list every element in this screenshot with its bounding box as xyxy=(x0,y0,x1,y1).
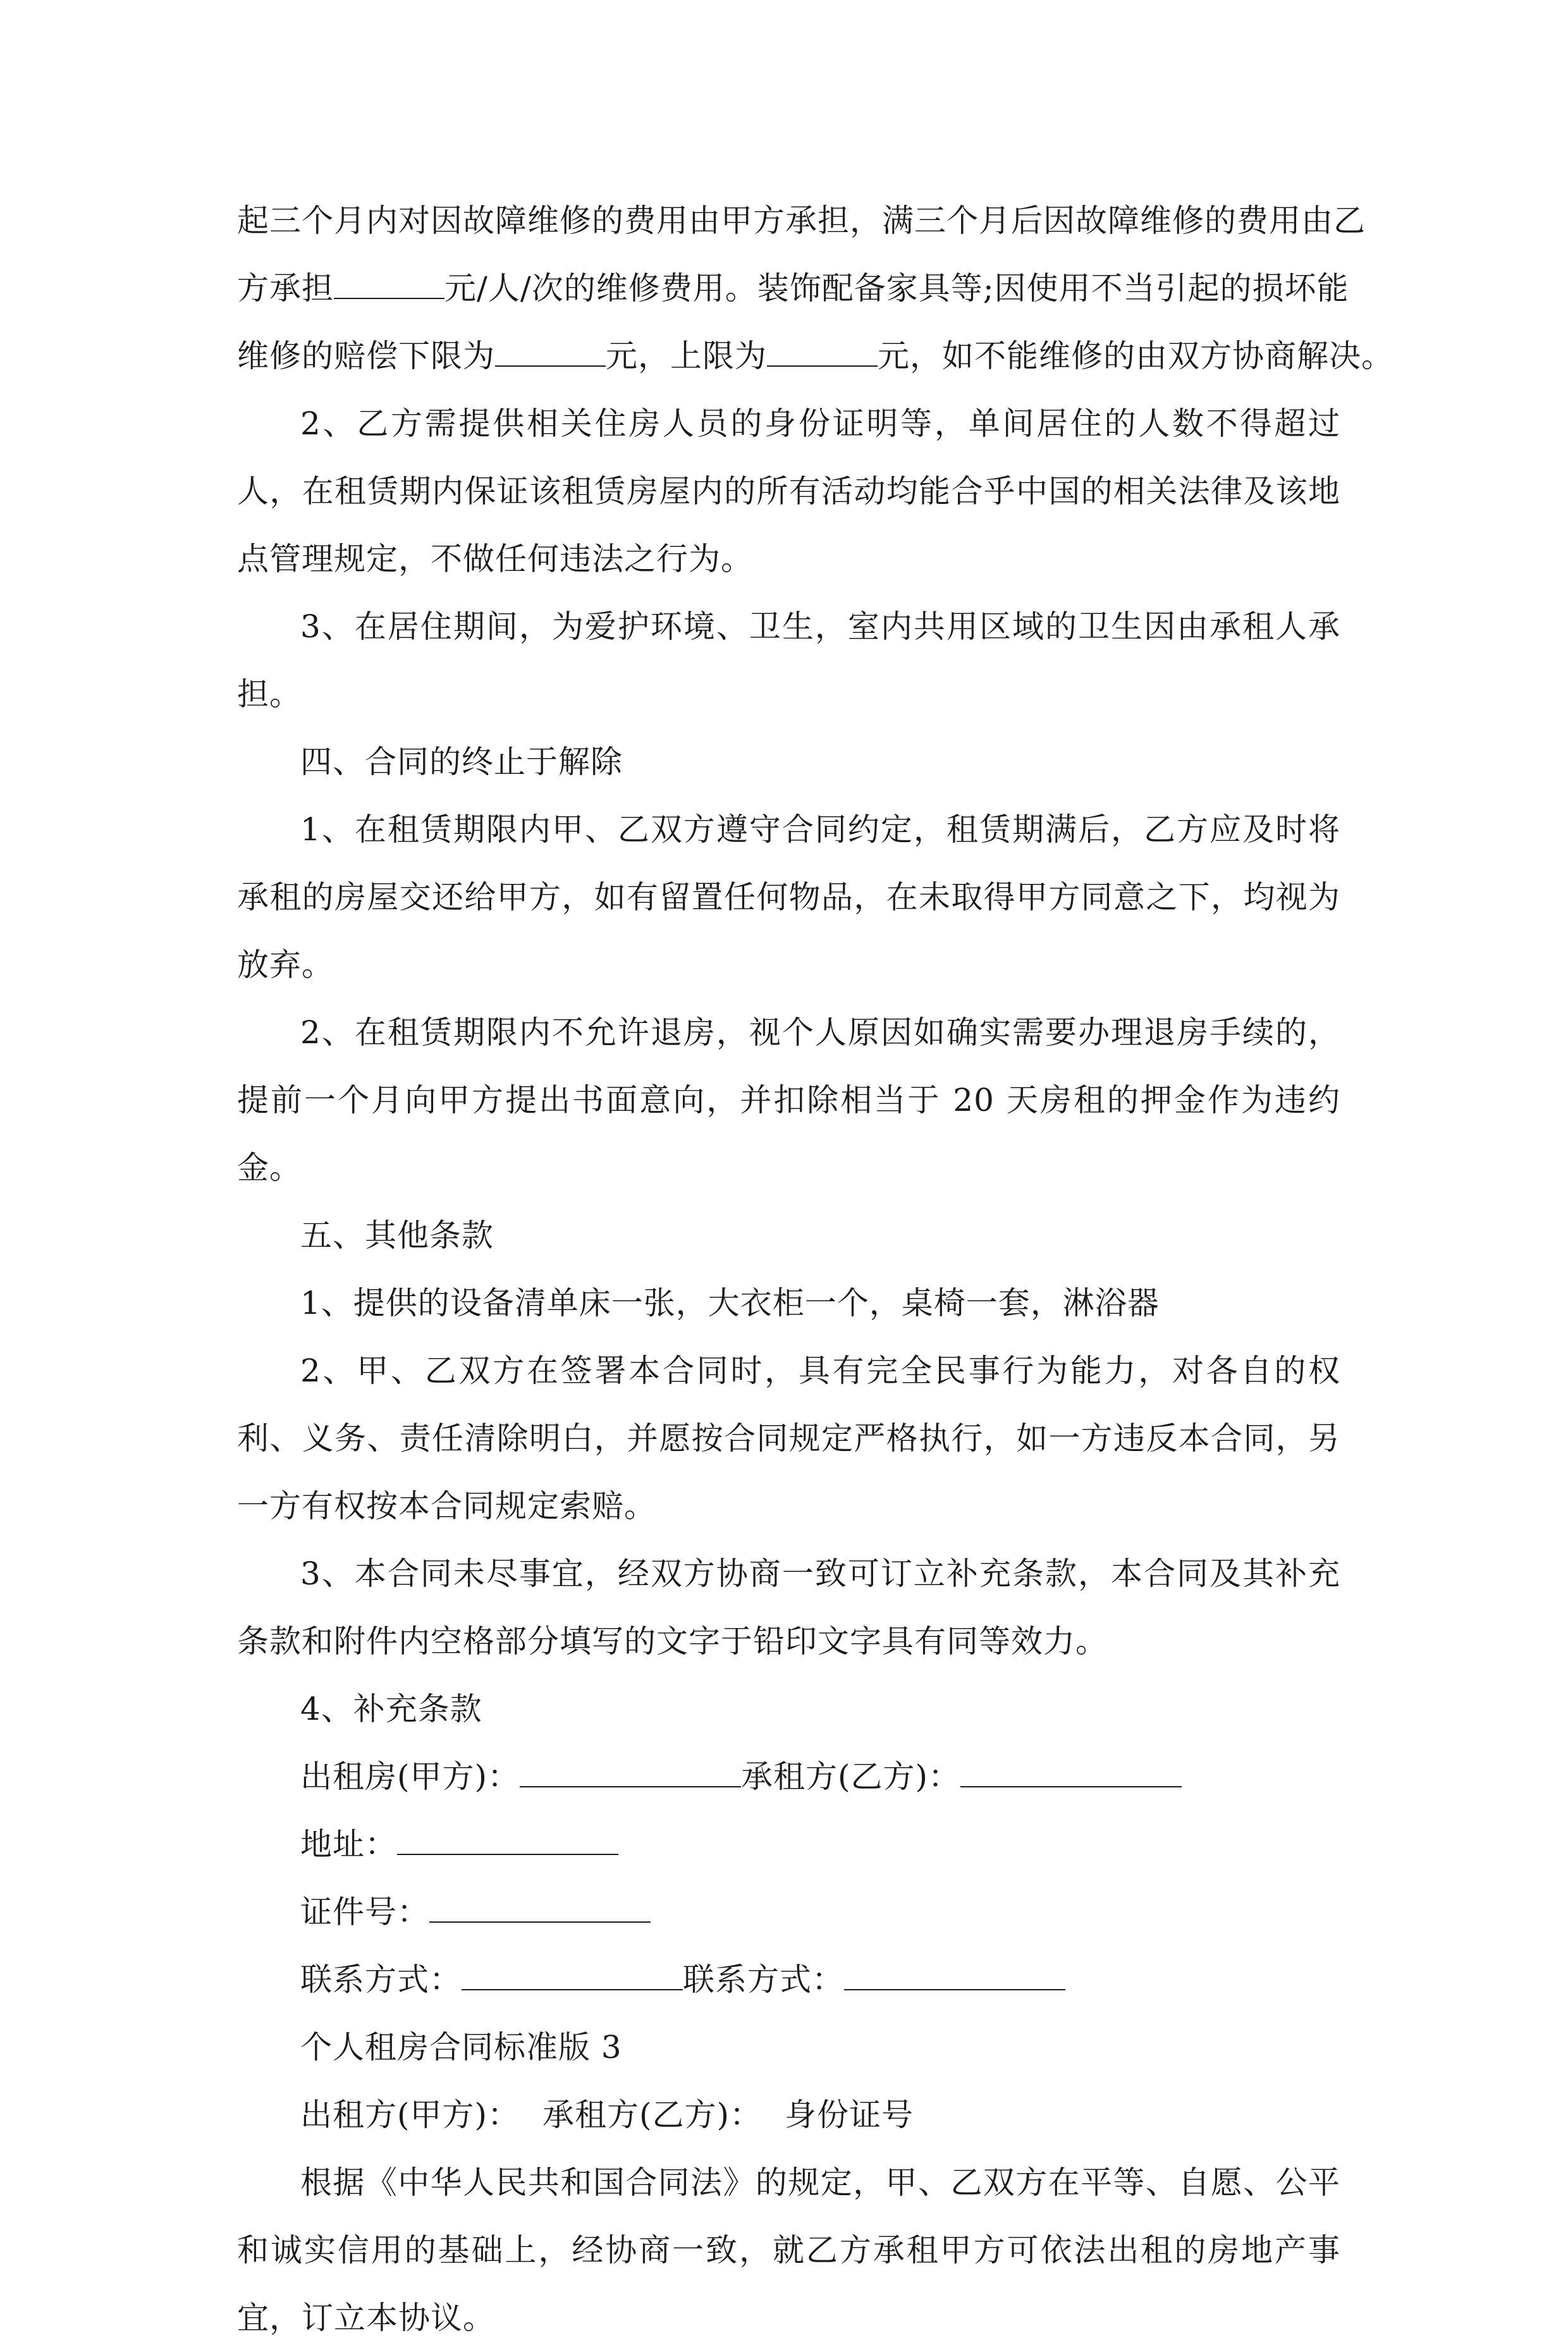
address-row xyxy=(237,1811,1340,1878)
clause-4-2: 2、在租赁期限内不允许退房，视个人原因如确实需要办理退房手续的，提前一个月向甲方提出书面意向，并扣除相当于 20 天房租的押金作为违约金。 xyxy=(237,1014,1340,1186)
document-body xyxy=(237,187,1393,2352)
contact-row xyxy=(237,1946,1340,2014)
section-5-heading: 五、其他条款 xyxy=(300,1217,494,1254)
clause-3-3: 3、在居住期间，为爱护环境、卫生，室内共用区域的卫生因由承租人承担。 xyxy=(237,608,1340,713)
repair-fee-blank xyxy=(334,273,444,299)
lessor-blank xyxy=(520,1761,741,1787)
clause-4-1: 1、在租赁期限内甲、乙双方遵守合同约定，租赁期满后，乙方应及时将承租的房屋交还给甲方，如有留置任何物品，在未取得甲方同意之下，均视为放弃。 xyxy=(237,811,1340,983)
id-number-label: 证件号： xyxy=(300,1894,429,1930)
address-label: 地址： xyxy=(300,1826,397,1863)
contact-label-b: 联系方式： xyxy=(683,1961,844,1998)
repair-clause-line-2: 方承担 元/人/次的维修费用。装饰配备家具等;因使用不当引起的损坏能 xyxy=(237,270,1349,307)
id-number-row xyxy=(237,1878,1340,1946)
section-4-heading: 四、合同的终止于解除 xyxy=(300,744,623,780)
clause-3-2: 2、乙方需提供相关住房人员的身份证明等，单间居住的人数不得超过人，在租赁期内保证该租赁房屋内的所有活动均能合乎中国的相关法律及该地点管理规定，不做任何违法之行为。 xyxy=(237,405,1340,577)
contract-3-lessee-label: 承租方(乙方)： xyxy=(542,2097,763,2133)
contract-3-id-label: 身份证号 xyxy=(785,2097,914,2133)
contact-label-a: 联系方式： xyxy=(300,1961,462,1998)
lessor-label: 出租房(甲方)： xyxy=(300,1758,520,1795)
contract-3-preamble: 根据《中华人民共和国合同法》的规定，甲、乙双方在平等、自愿、公平和诚实信用的基础上，经协商一致，就乙方承租甲方可依法出租的房地产事宜，订立本协议。 xyxy=(237,2164,1340,2336)
lessee-blank xyxy=(960,1761,1182,1787)
contact-blank-b xyxy=(844,1964,1065,1990)
lessee-label: 承租方(乙方)： xyxy=(741,1758,961,1795)
contract-3-parties-row xyxy=(237,2081,1340,2149)
compensation-lower-limit-blank xyxy=(495,340,606,367)
contract-3-lessor-label: 出租方(甲方)： xyxy=(300,2097,520,2133)
repair-clause-line-3: 维修的赔偿下限为 元，上限为 元，如不能维修的由双方协商解决。 xyxy=(237,338,1393,374)
clause-5-3: 3、本合同未尽事宜，经双方协商一致可订立补充条款，本合同及其补充条款和附件内空格部分填写的文字于铅印文字具有同等效力。 xyxy=(237,1555,1340,1660)
contract-3-title: 个人租房合同标准版 3 xyxy=(300,2029,622,2066)
clause-5-4: 4、补充条款 xyxy=(300,1691,482,1727)
clause-5-2: 2、甲、乙双方在签署本合同时，具有完全民事行为能力，对各自的权利、义务、责任清除明白，并愿按合同规定严格执行，如一方违反本合同，另一方有权按本合同规定索赔。 xyxy=(237,1352,1340,1524)
signature-parties-row xyxy=(237,1743,1340,1811)
contact-blank-a xyxy=(462,1964,683,1990)
repair-clause-line-1: 起三个月内对因故障维修的费用由甲方承担，满三个月后因故障维修的费用由乙 xyxy=(237,202,1366,239)
id-number-blank xyxy=(429,1896,651,1923)
address-blank xyxy=(397,1828,618,1855)
clause-5-1: 1、提供的设备清单床一张，大衣柜一个，桌椅一套，淋浴器 xyxy=(300,1285,1160,1321)
compensation-upper-limit-blank xyxy=(767,340,878,367)
